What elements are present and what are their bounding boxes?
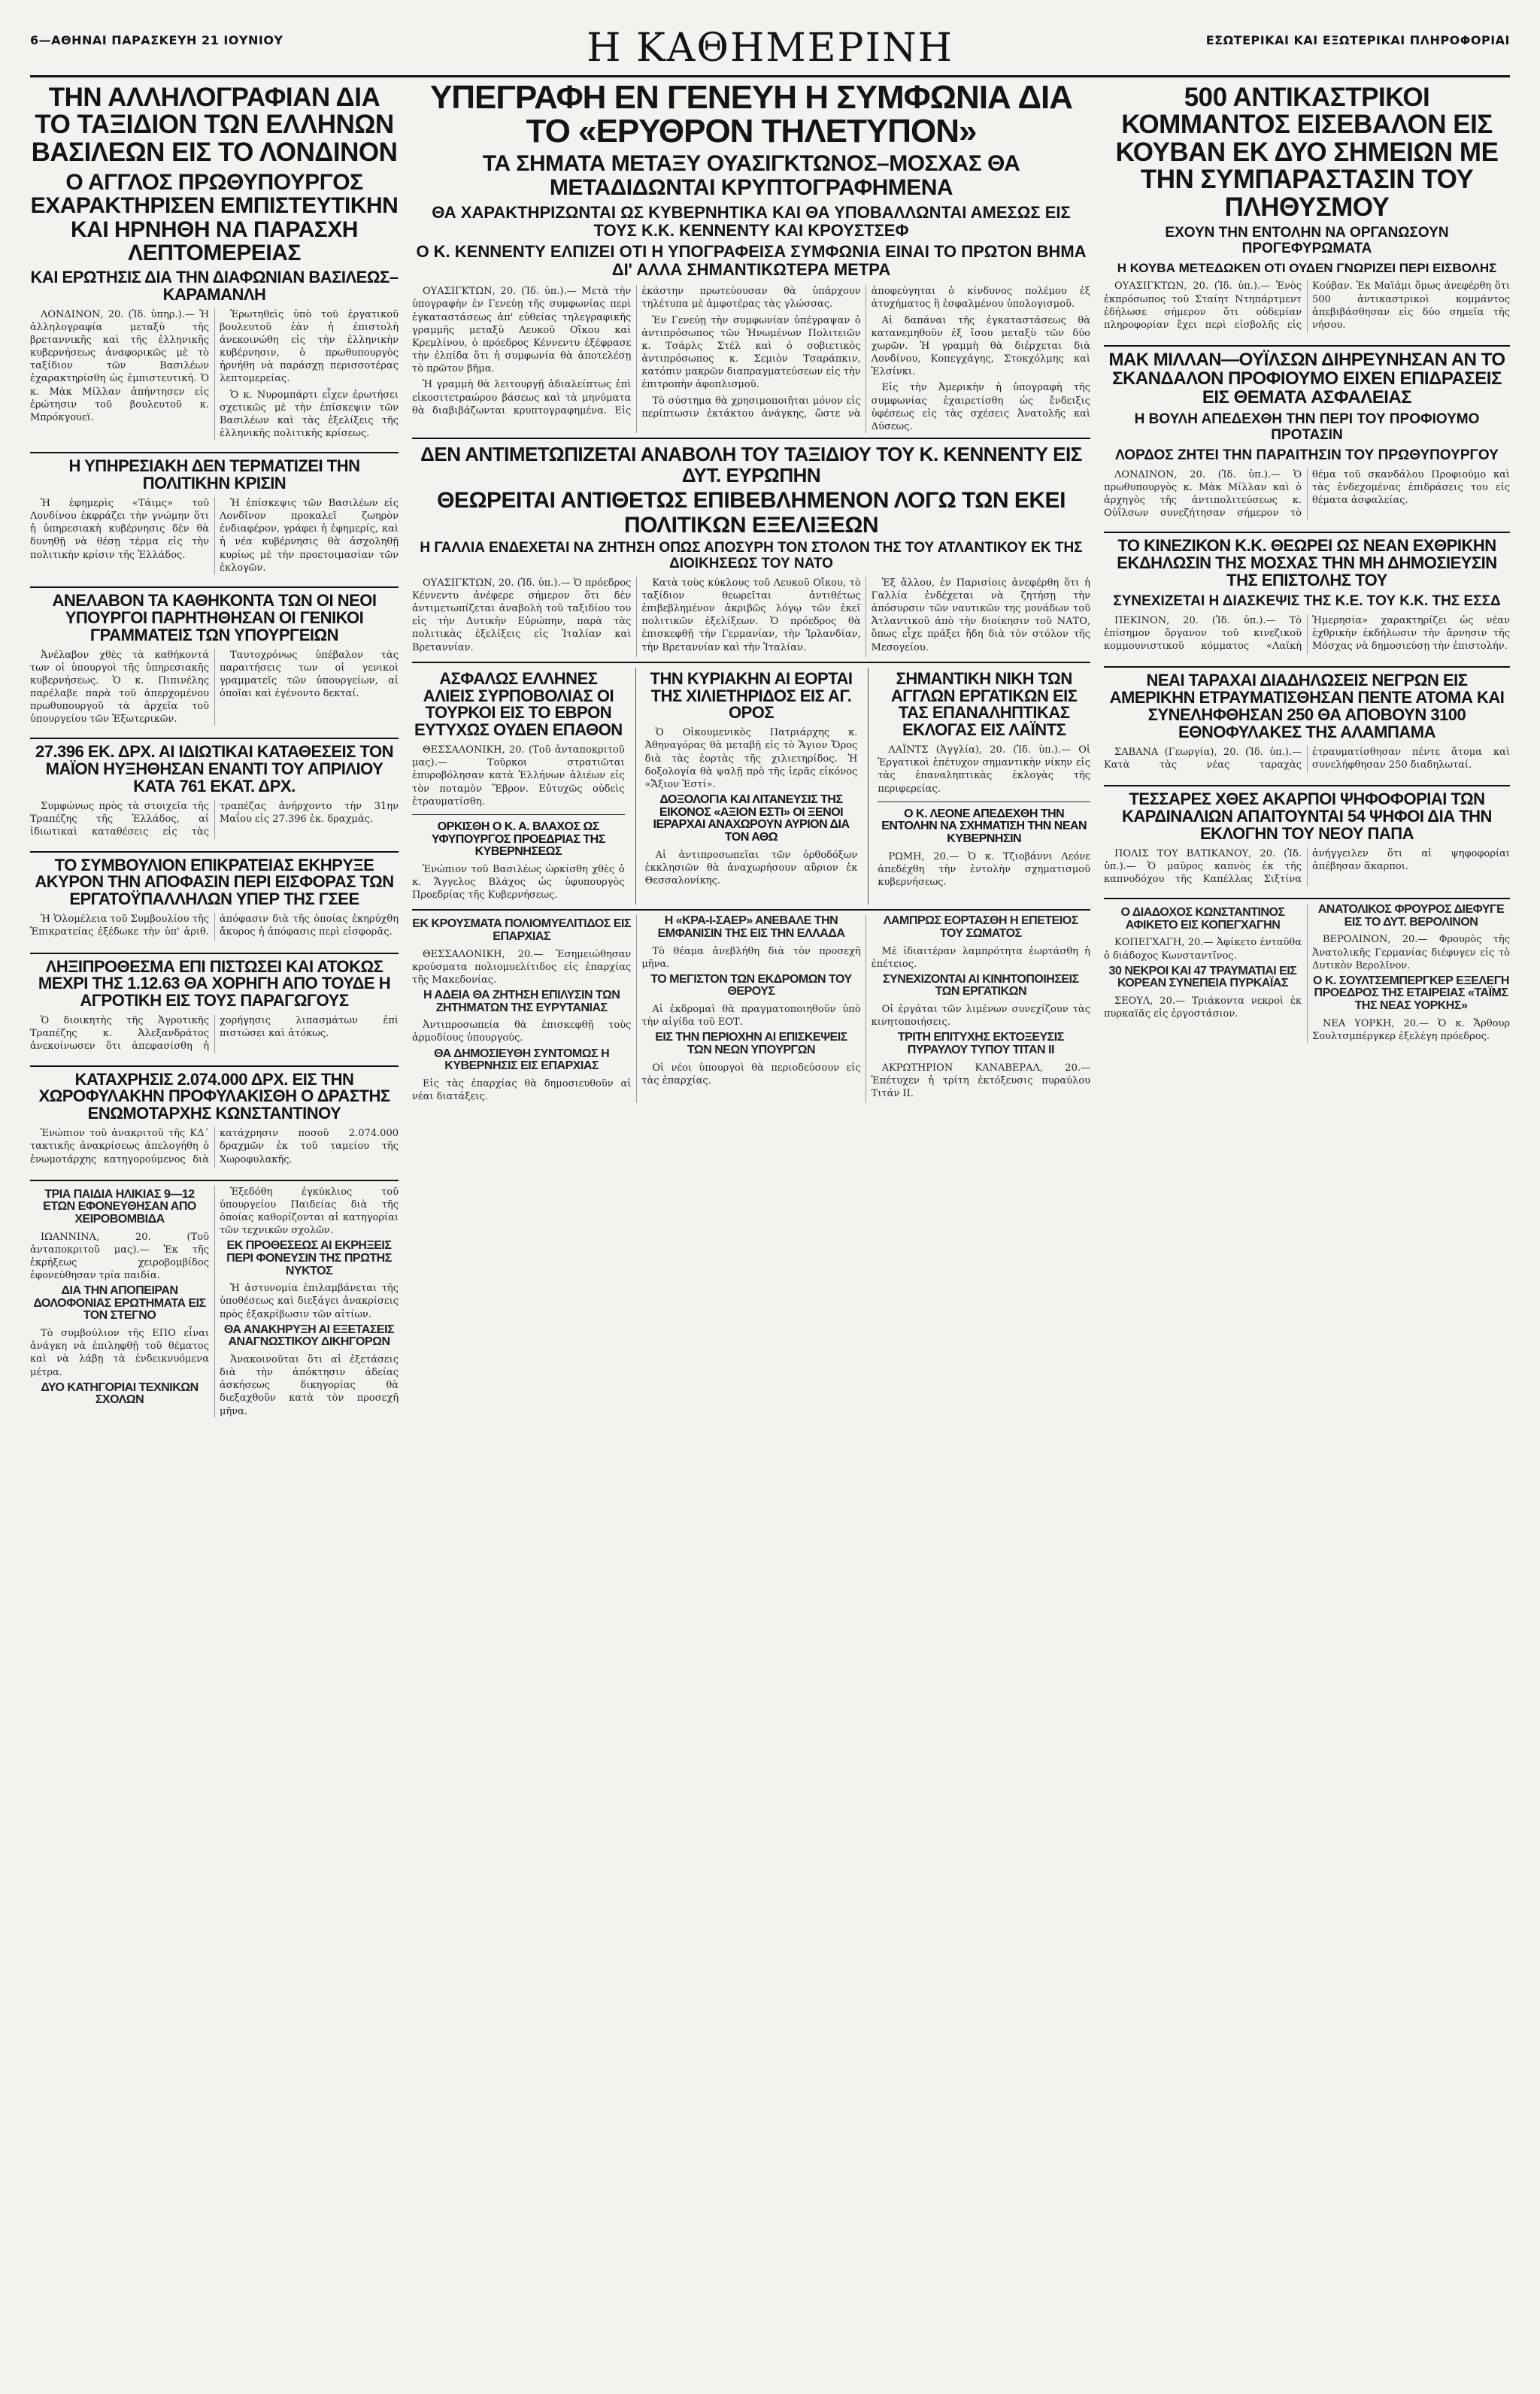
article-body [30,1127,399,1167]
headline: ΤΡΙΤΗ ΕΠΙΤΥΧΗΣ ΕΚΤΟΞΕΥΣΙΣ ΠΥΡΑΥΛΟΥ ΤΥΠΟΥ ΤΙΤΑΝ ΙΙ [897,1031,1064,1057]
paragraph: Ἡ ἀστυνομία ἐπιλαμβάνεται τῆς ὑποθέσεως καὶ διεξάγει ἀνακρίσεις πρὸς ἐξακρίβωσιν τῶν αἰτίων. [220,1283,399,1320]
paragraph: Ἐξ ἄλλου, ἐν Παρισίοις ἀνεφέρθη ὅτι ἡ Γαλλία ἐνδέχεται νὰ ζητήσῃ τὴν ἀπόσυρσιν τῶν ναυτικῶν της μονάδων τοῦ Ἀτλαντικοῦ ἀπὸ τὴν διοίκησιν τοῦ ΝΑΤΟ, ὅπως εἶχε πράξει ἤδη διὰ τὸν στόλον τῆς Μεσογείου. [871,577,1090,653]
headline: ΤΡΙΑ ΠΑΙΔΙΑ ΗΛΙΚΙΑΣ 9—12 ΕΤΩΝ ΕΦΟΝΕΥΘΗΣΑΝ ΑΠΟ ΧΕΙΡΟΒΟΜΒΙΔΑ [43,1187,196,1226]
short-news-item [220,1240,399,1320]
headline: ΑΝΑΤΟΛΙΚΟΣ ΦΡΟΥΡΟΣ ΔΙΕΦΥΓΕ ΕΙΣ ΤΟ ΔΥΤ. ΒΕΡΟΛΙΝΟΝ [1317,903,1505,929]
paragraph: Ἐνώπιον τοῦ ἀνακριτοῦ τῆς ΚΔ΄ τακτικῆς ἀνακρίσεως ἀπελογήθη ὁ ἐνωμοτάρχης κατηγορούμενος διὰ κατάχρησιν ποσοῦ 2.074.000 δραχμῶν ἐκ τοῦ ταμείου τῆς Χωροφυλακῆς. [30,1128,399,1165]
grid-article [635,668,858,905]
headline: Η ΥΠΗΡΕΣΙΑΚΗ ΔΕΝ ΤΕΡΜΑΤΙΖΕΙ ΤΗΝ ΠΟΛΙΤΙΚΗΝ ΚΡΙΣΙΝ [68,456,360,493]
divider [412,662,1090,663]
article-body [1104,468,1510,520]
paragraph: Εἰς τὰς ἐπαρχίας θὰ δημοσιευθοῦν αἱ νέαι διατάξεις. [412,1077,632,1102]
paragraph: Αἱ ἐκδρομαὶ θὰ πραγματοποιηθοῦν ὑπὸ τὴν αἰγίδα τοῦ ΕΟΤ. [641,1004,861,1029]
article-profumo [1104,351,1510,520]
center-grid [412,668,1090,905]
paragraph: Τὸ συμβούλιον τῆς ΕΠΟ εἶναι ἀνάγκη νὰ ἐπιληφθῇ τοῦ θέματος καὶ νὰ λάβῃ τὰ ἐνδεικνυόμενα μέτρα. [30,1328,209,1378]
subheadline: ΛΟΡΔΟΣ ΖΗΤΕΙ ΤΗΝ ΠΑΡΑΙΤΗΣΙΝ ΤΟΥ ΠΡΩΘΥΠΟΥΡΓΟΥ [1115,447,1499,463]
headline: ΔΥΟ ΚΑΤΗΓΟΡΙΑΙ ΤΕΧΝΙΚΩΝ ΣΧΟΛΩΝ [41,1380,199,1407]
divider [412,438,1090,439]
short-news-item [872,974,1090,1029]
paragraph: ΠΕΚΙΝΟΝ, 20. (Ἰδ. ὑπ.).— Τὸ ἐπίσημον ὄργανον τοῦ κινεζικοῦ κομμουνιστικοῦ κόμματος «Λαϊκὴ Ἡμερησία» χαρακτηρίζει ὡς νέαν ἐχθρικὴν ἐκδήλωσιν τὴν ἄρνησιν τῆς Μόσχας νὰ δημοσιεύσῃ τὴν ἐπιστολήν. [1104,614,1510,653]
divider [1104,666,1510,668]
article-caretaker [30,458,399,574]
headline: ΤΕΣΣΑΡΕΣ ΧΘΕΣ ΑΚΑΡΠΟΙ ΨΗΦΟΦΟΡΙΑΙ ΤΩΝ ΚΑΡΔΙΝΑΛΙΩΝ ΑΠΑΙΤΟΥΝΤΑΙ 54 ΨΗΦΟΙ ΔΙΑ ΤΗΝ ΕΚΛΟΓΗΝ ΤΟΥ ΝΕΟΥ ΠΑΠΑ [1122,789,1492,843]
headline: ΑΝΕΛΑΒΟΝ ΤΑ ΚΑΘΗΚΟΝΤΑ ΤΩΝ ΟΙ ΝΕΟΙ ΥΠΟΥΡΓΟΙ ΠΑΡΗΤΗΘΗΣΑΝ ΟΙ ΓΕΝΙΚΟΙ ΓΡΑΜΜΑΤΕΙΣ ΤΩΝ ΥΠΟΥΡΓΕΙΩΝ [52,590,377,644]
headline: ΤΗΝ ΑΛΛΗΛΟΓΡΑΦΙΑΝ ΔΙΑ ΤΟ ΤΑΞΙΔΙΟΝ ΤΩΝ ΕΛΛΗΝΩΝ ΒΑΣΙΛΕΩΝ ΕΙΣ ΤΟ ΛΟΝΔΙΝΟΝ [31,83,398,167]
short-news-block [30,1186,399,1418]
paragraph: ΛΟΝΔΙΝΟΝ, 20. (Ἰδ. ὑπηρ.).— Ἡ ἀλληλογραφία μεταξὺ τῆς βρεταννικῆς καὶ τῆς ἑλληνικῆς κυβερνήσεως ἀναφορικῶς μὲ τὸ ταξίδιον τῶν Βασιλέων ἐχαρακτηρίσθη ὡς ἐμπιστευτική. Ὁ κ. Μὰκ Μίλλαν ἀπήντησεν εἰς ἐρώτησιν τοῦ βουλευτοῦ κ. Μπρόκγουεϊ. [30,308,209,423]
divider [1104,532,1510,533]
headline: ΕΚ ΚΡΟΥΣΜΑΤΑ ΠΟΛΙΟΜΥΕΛΙΤΙΔΟΣ ΕΙΣ ΕΠΑΡΧΙΑΣ [412,917,632,943]
article-body [1104,746,1510,773]
article-body [30,800,399,838]
subheadline: ΣΥΝΕΧΙΖΕΤΑΙ Η ΔΙΑΣΚΕΨΙΣ ΤΗΣ Κ.Ε. ΤΟΥ Κ.Κ. ΤΗΣ ΕΣΣΔ [1113,592,1501,609]
divider [30,953,399,954]
short-news-item [1312,975,1510,1043]
paragraph: Ἐνώπιον τοῦ Βασιλέως ὡρκίσθη χθὲς ὁ κ. Ἄγγελος Βλάχος ὡς ὑφυπουργὸς Προεδρίας τῆς Κυβερνήσεως. [412,863,625,902]
article-body [30,1014,399,1053]
right-column [1104,81,1510,2371]
section-heading: ΕΣΩΤΕΡΙΚΑΙ ΚΑΙ ΕΞΩΤΕΡΙΚΑΙ ΠΛΗΡΟΦΟΡΙΑΙ [1205,33,1510,47]
newspaper-title: Η ΚΑΘΗΜΕΡΙΝΗ [587,26,953,71]
paragraph: Ὁ διοικητὴς τῆς Ἀγροτικῆς Τραπέζης κ. Ἀλεξανδράτος ἀνεκοίνωσεν ὅτι ἀπεφασίσθη ἡ χορήγησις λιπασμάτων ἐπὶ πιστώσει καὶ ἀτόκως. [30,1015,399,1053]
paragraph: Ἐν Γενεύῃ τὴν συμφωνίαν ὑπέγραψαν ὁ ἀντιπρόσωπος τῶν Ἡνωμένων Πολιτειῶν κ. Τσάρλς Στέλ καὶ ὁ σοβιετικὸς ἀντιπρόσωπος κ. Σεμιὸν Τσαράπκιν, κατόπιν μακρῶν διαπραγματεύσεων εἰς τὴν ἐπιτροπὴν ἀφοπλισμοῦ. [641,314,861,391]
main-subheadline-2: ΘΑ ΧΑΡΑΚΤΗΡΙΖΩΝΤΑΙ ΩΣ ΚΥΒΕΡΝΗΤΙΚΑ ΚΑΙ ΘΑ ΥΠΟΒΑΛΛΩΝΤΑΙ ΑΜΕΣΩΣ ΕΙΣ ΤΟΥΣ Κ.Κ. ΚΕΝΝΕΝΤΥ ΚΑΙ ΚΡΟΥΣΤΣΕΦ [432,202,1071,240]
paragraph: Ἡ ἐφημερὶς «Τάιμς» τοῦ Λονδίνου ἐκφράζει τὴν γνώμην ὅτι ἡ ὑπηρεσιακὴ κυβέρνησις δὲν θὰ δυνηθῇ νὰ θέσῃ τέρμα εἰς τὴν πολιτικὴν κρίσιν τῆς Ἑλλάδος. [30,497,209,561]
short-news-item [641,915,860,971]
article-kings-trip [30,84,399,440]
paragraph: Ἡ ἐπίσκεψις τῶν Βασιλέων εἰς Λονδῖνον προκαλεῖ ζωηρὸν ἐνδιαφέρον, γράφει ἡ ἐφημερίς, καὶ ἡ νέα κυβέρνησις θὰ ἀσχοληθῇ κυρίως μὲ τὴν προετοιμασίαν τῶν ἐκλογῶν. [220,497,399,574]
paragraph: Οἱ ἐργάται τῶν λιμένων συνεχίζουν τὰς κινητοποιήσεις. [871,1004,1090,1029]
kennedy-subheadline: ΘΕΩΡΕΙΤΑΙ ΑΝΤΙΘΕΤΩΣ ΕΠΙΒΕΒΛΗΜΕΝΟΝ ΛΟΓΩ ΤΩΝ ΕΚΕΙ ΠΟΛΙΤΙΚΩΝ ΕΞΕΛΙΞΕΩΝ [437,488,1066,538]
headline: ΔΟΞΟΛΟΓΙΑ ΚΑΙ ΛΙΤΑΝΕΥΣΙΣ ΤΗΣ ΕΙΚΟΝΟΣ «ΑΞΙΟΝ ΕΣΤΙ» ΟΙ ΞΕΝΟΙ ΙΕΡΑΡΧΑΙ ΑΝΑΧΩΡΟΥΝ ΑΥΡΙΟΝ ΔΙΑ ΤΟΝ ΑΘΩ [653,793,850,844]
divider [1104,898,1510,899]
paragraph: Ἀνακοινοῦται ὅτι αἱ ἐξετάσεις διὰ τὴν ἀπόκτησιν ἀδείας ἀσκήσεως δικηγορίας θὰ διεξαχθοῦν κατὰ τὸν προσεχῆ μῆνα. [220,1353,399,1417]
paragraph: Αἱ ἀντιπροσωπεῖαι τῶν ὀρθοδόξων ἐκκλησιῶν θὰ ἀναχωρήσουν αὔριον ἐκ Θεσσαλονίκης. [644,849,858,886]
short-news-item [641,1032,860,1087]
headline: ΣΥΝΕΧΙΖΟΝΤΑΙ ΑΙ ΚΙΝΗΤΟΠΟΙΗΣΕΙΣ ΤΩΝ ΕΡΓΑΤΙΚΩΝ [883,972,1079,999]
short-news-item [30,1285,209,1379]
headline: ΛΗΞΙΠΡΟΘΕΣΜΑ ΕΠΙ ΠΙΣΤΩΣΕΙ ΚΑΙ ΑΤΟΚΩΣ ΜΕΧΡΙ ΤΗΣ 1.12.63 ΘΑ ΧΟΡΗΓΗ ΑΠΟ ΤΟΥΔΕ Η ΑΓΡΟΤΙΚΗ ΕΙΣ ΤΟΥΣ ΠΑΡΑΓΩΓΟΥΣ [38,956,391,1011]
article-ministers [30,592,399,726]
short-news-block [1104,904,1510,1043]
headline: ΚΑΤΑΧΡΗΣΙΣ 2.074.000 ΔΡΧ. ΕΙΣ ΤΗΝ ΧΩΡΟΦΥΛΑΚΗΝ ΠΡΟΦΥΛΑΚΙΣΘΗ Ο ΔΡΑΣΤΗΣ ΕΝΩΜΟΤΑΡΧΗΣ ΚΩΝΣΤΑΝΤΙΝΟΥ [38,1069,390,1123]
paragraph: Ἐξεδόθη ἐγκύκλιος τοῦ ὑπουργείου Παιδείας διὰ τῆς ὁποίας καθορίζονται αἱ κατηγορίαι τῶν τεχνικῶν σχολῶν. [220,1186,399,1237]
headline: ΤΟ ΣΥΜΒΟΥΛΙΟΝ ΕΠΙΚΡΑΤΕΙΑΣ ΕΚΗΡΥΞΕ ΑΚΥΡΟΝ ΤΗΝ ΑΠΟΦΑΣΙΝ ΠΕΡΙ ΕΙΣΦΟΡΑΣ ΤΩΝ ΕΡΓΑΤΟΫΠΑΛΛΗΛΩΝ ΥΠΕΡ ΤΗΣ ΓΣΕΕ [35,855,394,909]
paragraph: Τὸ θέαμα ἀνεβλήθη διὰ τὸν προσεχῆ μῆνα. [641,945,861,970]
kennedy-subheadline-2: Η ΓΑΛΛΙΑ ΕΝΔΕΧΕΤΑΙ ΝΑ ΖΗΤΗΣΗ ΟΠΩΣ ΑΠΟΣΥΡΗ ΤΟΝ ΣΤΟΛΟΝ ΤΗΣ ΤΟΥ ΑΤΛΑΝΤΙΚΟΥ ΕΚ ΤΗΣ ΔΙΟΙΚΗΣΕΩΣ ΤΟΥ ΝΑΤΟ [420,539,1083,571]
paragraph: Ἡ γραμμὴ θὰ λειτουργῇ ἀδιαλείπτως ἐπὶ εἰκοσιτετραώρου βάσεως καὶ τὰ μηνύματα θὰ διαβιβάζωνται κρυπτογραφημένα. Εἰς ἑκάστην πρωτεύουσαν θὰ ὑπάρχουν τηλέτυπα μὲ ἀμφοτέρας τὰς γλώσσας. [412,286,861,417]
divider [1104,345,1510,347]
main-headline: ΥΠΕΓΡΑΦΗ ΕΝ ΓΕΝΕΥΗ Η ΣΥΜΦΩΝΙΑ ΔΙΑ ΤΟ «ΕΡΥΘΡΟΝ ΤΗΛΕΤΥΠΟΝ» [429,81,1073,150]
center-block [412,81,1090,2371]
headline: Ο Κ. ΛΕΟΝΕ ΑΠΕΔΕΧΘΗ ΤΗΝ ΕΝΤΟΛΗΝ ΝΑ ΣΧΗΜΑΤΙΣΗ ΤΗΝ ΝΕΑΝ ΚΥΒΕΡΝΗΣΙΝ [881,807,1087,846]
grid-article [412,668,625,905]
paragraph: ΘΕΣΣΑΛΟΝΙΚΗ, 20. (Τοῦ ἀνταποκριτοῦ μας).— Τοῦρκοι στρατιῶται ἐπυροβόλησαν κατὰ Ἑλλήνων ἁλιέων εἰς τὸν ποταμὸν Ἕβρον. Εὐτυχῶς οὐδεὶς ἐτραυματίσθη. [412,744,625,808]
headline: Η ΑΔΕΙΑ ΘΑ ΖΗΤΗΣΗ ΕΠΙΛΥΣΙΝ ΤΩΝ ΖΗΤΗΜΑΤΩΝ ΤΗΣ ΕΥΡΥΤΑΝΙΑΣ [423,989,620,1014]
headline: ΤΗΝ ΚΥΡΙΑΚΗΝ ΑΙ ΕΟΡΤΑΙ ΤΗΣ ΧΙΛΙΕΤΗΡΙΔΟΣ ΕΙΣ ΑΓ. ΟΡΟΣ [650,668,853,723]
article-negro-protests [1104,672,1510,773]
article-body [1104,847,1510,886]
grid-article [868,668,1090,905]
paragraph: ΙΩΑΝΝΙΝΑ, 20. (Τοῦ ἀνταποκριτοῦ μας).— Ἐκ τῆς ἐκρήξεως χειροβομβίδος ἐφονεύθησαν τρία παιδία. [30,1231,209,1282]
left-column [30,81,399,2371]
headline: Ο ΔΙΑΔΟΧΟΣ ΚΩΝΣΤΑΝΤΙΝΟΣ ΑΦΙΚΕΤΟ ΕΙΣ ΚΟΠΕΓΧΑΓΗΝ [1120,906,1285,932]
kennedy-article-body [412,577,1090,657]
short-news-item [1104,965,1302,1021]
masthead [30,23,1510,77]
headline: 500 ΑΝΤΙΚΑΣΤΡΙΚΟΙ ΚΟΜΜΑΝΤΟΣ ΕΙΣΕΒΑΛΟΝ ΕΙΣ ΚΟΥΒΑΝ ΕΚ ΔΥΟ ΣΗΜΕΙΩΝ ΜΕ ΤΗΝ ΣΥΜΠΑΡΑΣΤΑΣΙΝ ΤΟΥ ΠΛΗΘΥΣΜΟΥ [1115,83,1499,222]
paragraph: ΟΥΑΣΙΓΚΤΩΝ, 20. (Ἰδ. ὑπ.).— Μετὰ τὴν ὑπογραφὴν ἐν Γενεύῃ τῆς συμφωνίας περὶ ἐγκαταστάσεως ἀπ' εὐθείας τηλεγραφικῆς γραμμῆς μεταξὺ Λευκοῦ Οἴκου καὶ Κρεμλίνου, ὁ πρόεδρος Κέννεντυ ἐξέφρασε τὴν ἐλπίδα ὅτι ἡ συμφωνία θὰ ἀποτελέσῃ τὸ πρῶτον βῆμα. [412,286,632,375]
divider [30,851,399,853]
paragraph: Ὁ Οἰκουμενικὸς Πατριάρχης κ. Ἀθηναγόρας θὰ μεταβῇ εἰς τὸ Ἅγιον Ὄρος διὰ τὰς ἑορτὰς τῆς χιλιετηρίδος. Ἡ δοξολογία θὰ ψαλῇ πρὸ τῆς ἱερᾶς εἰκόνος «Ἄξιον Ἐστί». [644,727,858,790]
paragraph: ΡΩΜΗ, 20.— Ὁ κ. Τζιοβάννι Λεόνε ἀπεδέχθη τὴν ἐντολὴν σχηματισμοῦ κυβερνήσεως. [878,850,1090,888]
divider [412,909,1090,911]
paragraph: ΘΕΣΣΑΛΟΝΙΚΗ, 20.— Ἐσημειώθησαν κρούσματα πολιομυελίτιδος εἰς ἐπαρχίας τῆς Μακεδονίας. [412,948,632,986]
article-body [30,497,399,574]
headline: ΣΗΜΑΝΤΙΚΗ ΝΙΚΗ ΤΩΝ ΑΓΓΛΩΝ ΕΡΓΑΤΙΚΩΝ ΕΙΣ ΤΑΣ ΕΠΑΝΑΛΗΠΤΙΚΑΣ ΕΚΛΟΓΑΣ ΕΙΣ ΛΑΪΝΤΣ [890,668,1078,740]
divider [30,1065,399,1067]
headline: ΕΙΣ ΤΗΝ ΠΕΡΙΟΧΗΝ ΑΙ ΕΠΙΣΚΕΨΕΙΣ ΤΩΝ ΝΕΩΝ ΥΠΟΥΡΓΩΝ [655,1031,847,1057]
subheadline: Η ΚΟΥΒΑ ΜΕΤΕΔΩΚΕΝ ΟΤΙ ΟΥΔΕΝ ΓΝΩΡΙΖΕΙ ΠΕΡΙ ΕΙΣΒΟΛΗΣ [1117,260,1497,275]
paragraph: ΟΥΑΣΙΓΚΤΩΝ, 20. (Ἰδ. ὑπ.).— Ὁ πρόεδρος Κέννεντυ ἀνέφερε σήμερον ὅτι δὲν ἀντιμετωπίζεται ἀναβολὴ τοῦ ταξιδίου του εἰς τὴν Δυτικὴν Εὐρώπην, παρὰ τὰς πολιτικὰς ἐξελίξεις εἰς Ἰταλίαν καὶ Βρεταννίαν. [412,577,632,653]
divider [1104,785,1510,786]
subheadline: ΚΑΙ ΕΡΩΤΗΣΙΣ ΔΙΑ ΤΗΝ ΔΙΑΦΩΝΙΑΝ ΒΑΣΙΛΕΩΣ–ΚΑΡΑΜΑΝΛΗ [30,267,399,304]
headline: ΤΟ ΚΙΝΕΖΙΚΟΝ Κ.Κ. ΘΕΩΡΕΙ ΩΣ ΝΕΑΝ ΕΧΘΡΙΚΗΝ ΕΚΔΗΛΩΣΙΝ ΤΗΣ ΜΟΣΧΑΣ ΤΗΝ ΜΗ ΔΗΜΟΣΙΕΥΣΙΝ ΤΗΣ ΕΠΙΣΤΟΛΗΣ ΤΟΥ [1117,536,1497,589]
divider [30,738,399,739]
article-conclave [1104,791,1510,886]
center-short-news [412,915,1090,1103]
short-news-item [412,1048,631,1104]
article-fertilizers [30,956,399,1053]
paragraph: ΒΕΡΟΛΙΝΟΝ, 20.— Φρουρὸς τῆς Ἀνατολικῆς Γερμανίας διέφυγεν εἰς τὸ Δυτικὸν Βερολῖνον. [1312,934,1510,971]
subheadline: ΕΧΟΥΝ ΤΗΝ ΕΝΤΟΛΗΝ ΝΑ ΟΡΓΑΝΩΣΟΥΝ ΠΡΟΓΕΦΥΡΩΜΑΤΑ [1165,224,1449,256]
page-info: 6—ΑΘΗΝΑΙ ΠΑΡΑΣΚΕΥΗ 21 ΙΟΥΝΙΟΥ [30,33,283,47]
article-council [30,857,399,941]
short-news-item [412,918,631,986]
paragraph: Ὁ κ. Νυρομπάρτι εἶχεν ἐρωτήσει σχετικῶς μὲ τὴν ἐπίσκεψιν τῶν Βασιλέων καὶ τὰς ἐξελίξεις τῆς ἑλληνικῆς πολιτικῆς κρίσεως. [220,389,399,440]
paragraph: Ἐρωτηθεὶς ὑπὸ τοῦ ἐργατικοῦ βουλευτοῦ ἐὰν ἡ ἐπιστολὴ ἀνεκοινώθη εἰς τὴν ἑλληνικὴν κυβέρνησιν, ὁ πρωθυπουργὸς ἠρνήθη νὰ παράσχῃ περισσοτέρας λεπτομερείας. [220,308,399,385]
article-cuba [1104,84,1510,333]
article-body [30,308,399,441]
paragraph: Αἱ δαπάναι τῆς ἐγκαταστάσεως θὰ κατανεμηθοῦν ἐξ ἴσου μεταξὺ τῶν δύο χωρῶν. Ἡ γραμμὴ θὰ διέρχεται διὰ Λονδίνου, Κοπεγχάγης, Στοκχόλμης καὶ Ἑλσίνκι. [871,314,1090,378]
headline: 27.396 ΕΚ. ΔΡΧ. ΑΙ ΙΔΙΩΤΙΚΑΙ ΚΑΤΑΘΕΣΕΙΣ ΤΟΝ ΜΑΪΟΝ ΗΥΞΗΘΗΣΑΝ ΕΝΑΝΤΙ ΤΟΥ ΑΠΡΙΛΙΟΥ ΚΑΤΑ 761 ΕΚΑΤ. ΔΡΧ. [35,742,393,796]
lead-article-body [412,285,1090,433]
short-news-item [1104,907,1302,962]
short-news-item [872,915,1090,971]
main-subheadline: ΤΑ ΣΗΜΑΤΑ ΜΕΤΑΞΥ ΟΥΑΣΙΓΚΤΩΝΟΣ–ΜΟΣΧΑΣ ΘΑ ΜΕΤΑΔΙΔΩΝΤΑΙ ΚΡΥΠΤΟΓΡΑΦΗΜΕΝΑ [482,150,1020,201]
headline: ΘΑ ΔΗΜΟΣΙΕΥΘΗ ΣΥΝΤΟΜΩΣ Η ΚΥΒΕΡΝΗΣΙΣ ΕΙΣ ΕΠΑΡΧΙΑΣ [434,1047,610,1073]
headline: ΘΑ ΑΝΑΚΗΡΥΞΗ ΑΙ ΕΞΕΤΑΣΕΙΣ ΑΝΑΓΝΩΣΤΙΚΟΥ ΔΙΚΗΓΟΡΩΝ [223,1323,395,1349]
paragraph: ΝΕΑ ΥΟΡΚΗ, 20.— Ὁ κ. Ἄρθουρ Σουλτσμπέργκερ ἐξελέγη πρόεδρος. [1312,1017,1510,1042]
headline: 30 ΝΕΚΡΟΙ ΚΑΙ 47 ΤΡΑΥΜΑΤΙΑΙ ΕΙΣ ΚΟΡΕΑΝ ΣΥΝΕΠΕΙΑ ΠΥΡΚΑΪΑΣ [1108,964,1297,990]
short-news-item [1312,904,1510,972]
paragraph: ΟΥΑΣΙΓΚΤΩΝ, 20. (Ἰδ. ὑπ.).— Ἐνὸς ἐκπρόσωπος τοῦ Σταίητ Ντηπάρτμεντ ἐδήλωσε σήμερον ὅτι οὐδεμίαν πληροφορίαν ἔχει περὶ εἰσβολῆς εἰς Κούβαν. Ἐκ Μαϊάμι ὅμως ἀνεφέρθη ὅτι 500 ἀντικαστρικοὶ κομμάντος ἀπεβιβάσθησαν εἰς δύο σημεῖα τῆς νήσου. [1104,280,1510,331]
headline: ΔΙΑ ΤΗΝ ΑΠΟΠΕΙΡΑΝ ΔΟΛΟΦΟΝΙΑΣ ΕΡΩΤΗΜΑΤΑ ΕΙΣ ΤΟΝ ΣΤΕΓΝΟ [33,1284,206,1323]
short-news-item [220,1324,399,1418]
headline: ΑΣΦΑΛΩΣ ΕΛΛΗΝΕΣ ΑΛΙΕΙΣ ΣΥΡΠΟΒΟΛΙΑΣ ΟΙ ΤΟΥΡΚΟΙ ΕΙΣ ΤΟ ΕΒΡΟΝ ΕΥΤΥΧΩΣ ΟΥΔΕΝ ΕΠΑΘΟΝ [414,668,623,740]
article-body [1104,614,1510,654]
article-body [30,649,399,726]
paragraph: Κατὰ τοὺς κύκλους τοῦ Λευκοῦ Οἴκου, τὸ ταξίδιον θεωρεῖται ἀντιθέτως ἐπιβεβλημένον ἀκριβῶς λόγῳ τῶν ἐκεῖ πολιτικῶν ἐξελίξεων. Ὁ πρόεδρος θὰ ἐπισκεφθῇ τὴν Γερμανίαν, τὴν Ἰρλανδίαν, τὴν Βρεταννίαν καὶ τὴν Ἰταλίαν. [641,577,861,653]
article-embezzlement [30,1071,399,1168]
paragraph: ΛΟΝΔΙΝΟΝ, 20. (Ἰδ. ὑπ.).— Ὁ πρωθυπουργὸς κ. Μὰκ Μίλλαν καὶ ὁ ἀρχηγὸς τῆς ἀντιπολιτεύσεως κ. Οὐΐλσων συνεζήτησαν σήμερον τὸ θέμα τοῦ σκανδάλου Προφιούμο καὶ τὰς ἐνδεχομένας ἐπιδράσεις του εἰς θέματα ἀσφαλείας. [1104,468,1510,520]
headline: ΤΟ ΜΕΓΙΣΤΟΝ ΤΩΝ ΕΚΔΡΟΜΩΝ ΤΟΥ ΘΕΡΟΥΣ [650,972,852,999]
paragraph: Εἰς τὴν Ἀμερικὴν ἡ ὑπογραφὴ τῆς συμφωνίας ἐχαιρετίσθη ὡς ἔνδειξις ὑφέσεως εἰς τὰς σχέσεις Ἀνατολῆς καὶ Δύσεως. [871,382,1090,432]
article-china [1104,538,1510,654]
paragraph: Μὲ ἰδιαιτέραν λαμπρότητα ἑωρτάσθη ἡ ἐπέτειος. [871,945,1090,970]
paragraph: Τὸ σύστημα θὰ χρησιμοποιῆται μόνον εἰς περίπτωσιν ἐκτάκτου ἀνάγκης, ὥστε νὰ ἀποφεύγηται ὁ κίνδυνος πολέμου ἐξ ἀτυχήματος ἢ ἐσφαλμένου ὑπολογισμοῦ. [641,286,1090,420]
short-news-item [641,974,860,1029]
headline: ΟΡΚΙΣΘΗ Ο Κ. Α. ΒΛΑΧΟΣ ΩΣ ΥΦΥΠΟΥΡΓΟΣ ΠΡΟΕΔΡΙΑΣ ΤΗΣ ΚΥΒΕΡΝΗΣΕΩΣ [431,820,605,859]
paragraph: ΛΑΪΝΤΣ (Ἀγγλία), 20. (Ἰδ. ὑπ.).— Οἱ Ἐργατικοὶ ἐπέτυχον σημαντικὴν νίκην εἰς τὰς ἐπαναληπτικὰς ἐκλογὰς τῆς περιφερείας. [878,744,1090,795]
paragraph: Ἡ Ὁλομέλεια τοῦ Συμβουλίου τῆς Ἐπικρατείας ἐξέδωκε τὴν ὑπ' ἀριθ. ἀπόφασιν διὰ τῆς ὁποίας ἐκηρύχθη ἄκυρος ἡ ἀπόφασις περὶ εἰσφορᾶς. [30,914,399,938]
main-subheadline-3: Ο Κ. ΚΕΝΝΕΝΤΥ ΕΛΠΙΖΕΙ ΟΤΙ Η ΥΠΟΓΡΑΦΕΙΣΑ ΣΥΜΦΩΝΙΑ ΕΙΝΑΙ ΤΟ ΠΡΩΤΟΝ ΒΗΜΑ ΔΙ' ΑΛΛΑ ΣΗΜΑΝΤΙΚΩΤΕΡΑ ΜΕΤΡΑ [416,241,1087,280]
divider [412,814,625,815]
divider [30,1180,399,1181]
paragraph: Ἀνέλαβον χθὲς τὰ καθήκοντά των οἱ ὑπουργοὶ τῆς ὑπηρεσιακῆς κυβερνήσεως. Ὁ κ. Πιπινέλης παρέλαβε παρὰ τοῦ ἀπερχομένου πρωθυπουργοῦ τὰ ἀρχεῖα τοῦ ὑπουργείου τῶν Ἐξωτερικῶν. [30,649,209,726]
headline: ΝΕΑΙ ΤΑΡΑΧΑΙ ΔΙΑΔΗΛΩΣΕΙΣ ΝΕΓΡΩΝ ΕΙΣ ΑΜΕΡΙΚΗΝ ΕΤΡΑΥΜΑΤΙΣΘΗΣΑΝ ΠΕΝΤΕ ΑΤΟΜΑ ΚΑΙ ΣΥΝΕΛΗΦΘΗΣΑΝ 250 ΘΑ ΑΠΟΒΟΥΝ 3100 ΕΘΝΟΦΥΛΑΚΕΣ ΤΗΣ ΑΛΑΜΠΑΜΑ [1109,671,1505,741]
headline: ΜΑΚ ΜΙΛΛΑΝ—ΟΥΪΛΣΩΝ ΔΙΗΡΕΥΝΗΣΑΝ ΑΝ ΤΟ ΣΚΑΝΔΑΛΟΝ ΠΡΟΦΙΟΥΜΟ ΕΙΧΕΝ ΕΠΙΔΡΑΣΕΙΣ ΕΙΣ ΘΕΜΑΤΑ ΑΣΦΑΛΕΙΑΣ [1108,350,1505,408]
headline: ΕΚ ΠΡΟΘΕΣΕΩΣ ΑΙ ΕΚΡΗΞΕΙΣ ΠΕΡΙ ΦΟΝΕΥΣΙΝ ΤΗΣ ΠΡΩΤΗΣ ΝΥΚΤΟΣ [226,1239,392,1277]
paragraph: Ἀντιπροσωπεία θὰ ἐπισκεφθῇ τοὺς ἁρμοδίους ὑπουργούς. [412,1020,632,1044]
subheadline: Ο ΑΓΓΛΟΣ ΠΡΩΘΥΠΟΥΡΓΟΣ ΕΧΑΡΑΚΤΗΡΙΣΕΝ ΕΜΠΙΣΤΕΥΤΙΚΗΝ ΚΑΙ ΗΡΝΗΘΗ ΝΑ ΠΑΡΑΣΧΗ ΛΕΠΤΟΜΕΡΕΙΑΣ [30,170,399,265]
paragraph: Συμφώνως πρὸς τὰ στοιχεῖα τῆς Τραπέζης τῆς Ἑλλάδος, αἱ ἰδιωτικαὶ καταθέσεις εἰς τὰς τραπέζας ἀνήρχοντο τὴν 31ην Μαΐου εἰς 27.396 ἑκ. δραχμάς. [30,801,399,838]
short-news-item [872,1032,1090,1100]
paragraph: Ταυτοχρόνως ὑπέβαλον τὰς παραιτήσεις των οἱ γενικοὶ γραμματεῖς τῶν ὑπουργείων, αἱ ὁποῖαι καὶ ἐγένοντο δεκταί. [220,649,399,700]
paragraph: ΑΚΡΩΤΗΡΙΟΝ ΚΑΝΑΒΕΡΑΛ, 20.— Ἐπέτυχεν ἡ τρίτη ἐκτόξευσις πυραύλου Τιτάν ΙΙ. [871,1062,1090,1099]
paragraph: Οἱ νέοι ὑπουργοὶ θὰ περιοδεύσουν εἰς τὰς ἐπαρχίας. [641,1062,861,1086]
divider [30,452,399,453]
article-body [30,913,399,940]
subheadline: Η ΒΟΥΛΗ ΑΠΕΔΕΧΘΗ ΤΗΝ ΠΕΡΙ ΤΟΥ ΠΡΟΦΙΟΥΜΟ ΠΡΟΤΑΣΙΝ [1134,411,1480,443]
kennedy-headline: ΔΕΝ ΑΝΤΙΜΕΤΩΠΙΖΕΤΑΙ ΑΝΑΒΟΛΗ ΤΟΥ ΤΑΞΙΔΙΟΥ ΤΟΥ Κ. ΚΕΝΝΕΝΤΥ ΕΙΣ ΔΥΤ. ΕΥΡΩΠΗΝ [420,443,1082,487]
headline: Ο Κ. ΣΟΥΛΤΣΕΜΠΕΡΓΚΕΡ ΕΞΕΛΕΓΗ ΠΡΟΕΔΡΟΣ ΤΗΣ ΕΤΑΙΡΕΙΑΣ «ΤΑΪΜΣ ΤΗΣ ΝΕΑΣ ΥΟΡΚΗΣ» [1313,974,1509,1013]
short-news-item [412,989,631,1045]
paragraph: ΚΟΠΕΓΧΑΓΗ, 20.— Ἀφίκετο ἐνταῦθα ὁ διάδοχος Κωνσταντῖνος. [1104,937,1302,962]
paragraph: ΣΕΟΥΛ, 20.— Τριάκοντα νεκροὶ ἐκ πυρκαϊᾶς εἰς ἐργοστάσιον. [1104,995,1302,1020]
paragraph: ΠΟΛΙΣ ΤΟΥ ΒΑΤΙΚΑΝΟΥ, 20. (Ἰδ. ὑπ.).— Ὁ μαῦρος καπνὸς ἐκ τῆς καπνοδόχου τῆς Καπέλλας Σιξτίνα ἀνήγγειλεν ὅτι αἱ ψηφοφορίαι ἀπέβησαν ἄκαρποι. [1104,847,1510,885]
paragraph: ΣΑΒΑΝΑ (Γεωργία), 20. (Ἰδ. ὑπ.).— Κατὰ τὰς νέας ταραχὰς ἐτραυματίσθησαν πέντε ἄτομα καὶ συνελήφθησαν 250 διαδηλωταί. [1104,746,1510,771]
short-news-item [30,1189,209,1283]
headline: Η «ΚΡΑ-Ι-ΣΑΕΡ» ΑΝΕΒΑΛΕ ΤΗΝ ΕΜΦΑΝΙΣΙΝ ΤΗΣ ΕΙΣ ΤΗΝ ΕΛΛΑΔΑ [657,914,845,940]
article-deposits [30,744,399,838]
headline: ΛΑΜΠΡΩΣ ΕΟΡΤΑΣΘΗ Η ΕΠΕΤΕΙΟΣ ΤΟΥ ΣΩΜΑΤΟΣ [883,914,1078,940]
article-body [1104,280,1510,333]
divider [30,586,399,588]
